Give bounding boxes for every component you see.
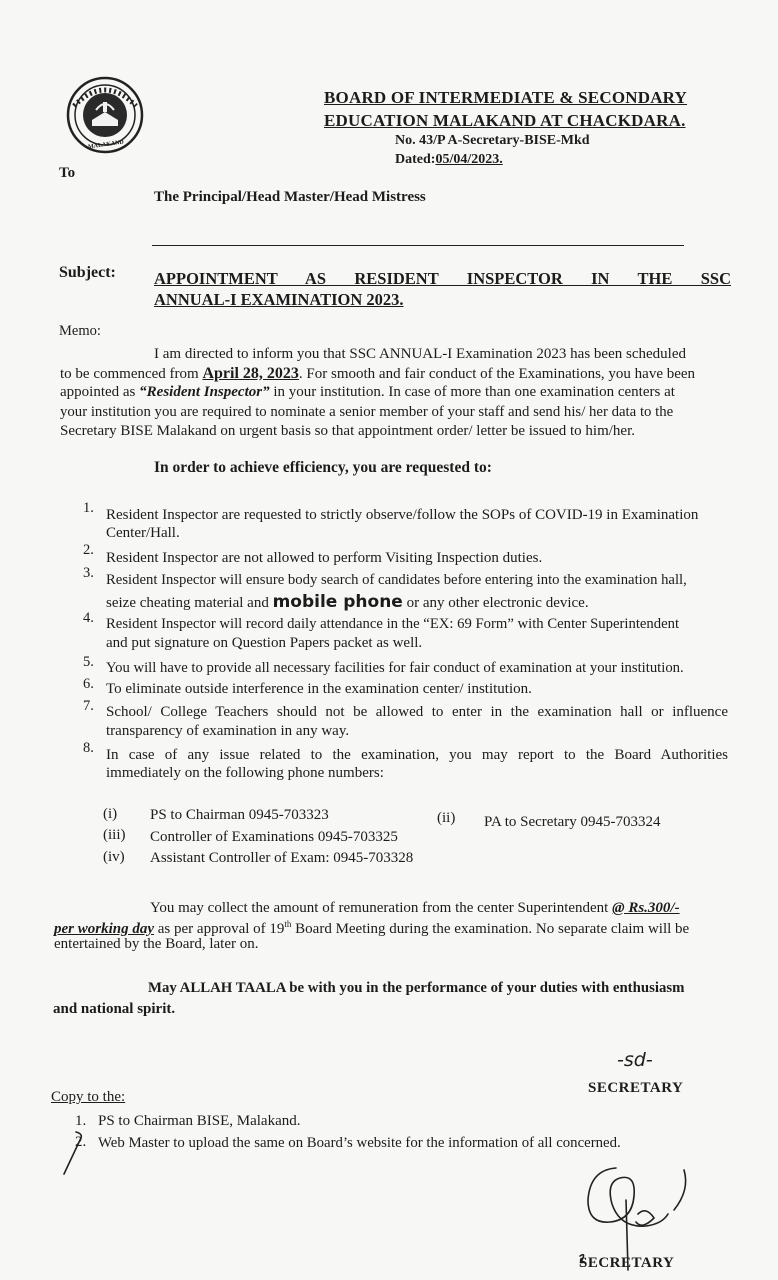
list-item-number: 5. [83,654,94,670]
list-item-number: 8. [83,740,94,756]
list-item-number: 3. [83,565,94,581]
list-item: School/ College Teachers should not be allowed to enter in the examination hall or influence [106,704,728,720]
list-item-number: 1. [83,500,94,516]
list-item-cont: Center/Hall. [106,525,180,541]
phone-item: Assistant Controller of Exam: 0945-703328 [150,850,414,866]
closing-line-1: May ALLAH TAALA be with you in the performance of your duties with enthusiasm [148,980,685,996]
copy-item-number: 2. [75,1134,87,1150]
subject-label: Subject: [59,264,116,281]
list-item-number: 2. [83,542,94,558]
remuneration-line-2: per working day as per approval of 19th Board Meeting during the examination. No separate claim will be [54,919,690,937]
org-name-line1: BOARD OF INTERMEDIATE & SECONDARY [324,88,688,107]
copy-item-number: 1. [75,1113,87,1129]
phone-item: PA to Secretary 0945-703324 [484,814,661,830]
copy-item: Web Master to upload the same on Board’s website for the information of all concerned. [98,1135,621,1151]
memo-label: Memo: [59,323,101,339]
list-item-cont: seize cheating material and mobile phone or any other electronic device. [106,592,589,612]
remuneration-line-1: You may collect the amount of remuneration from the center Superintendent @ Rs.300/- [150,900,680,916]
addressee: The Principal/Head Master/Head Mistress [154,189,426,205]
list-item-cont: immediately on the following phone numbers: [106,765,384,781]
org-name-line2: EDUCATION MALAKAND AT CHACKDARA. [324,111,686,130]
logo-caption: MALAKAND [87,139,125,151]
body-line-1: I am directed to inform you that SSC ANNUAL-I Examination 2023 has been scheduled [154,346,686,362]
closing-line-2: and national spirit. [53,1001,176,1017]
phone-item-number: (ii) [437,810,456,826]
list-item-number: 7. [83,698,94,714]
list-item-cont: and put signature on Question Papers packet as well. [106,635,423,651]
signatory-title: SECRETARY [588,1080,684,1096]
sd-signature: -sd- [617,1049,653,1071]
signatory-title-2: SECRETARY [579,1255,675,1271]
list-item: Resident Inspector will record daily attendance in the “EX: 69 Form” with Center Superintendent [106,616,680,632]
phone-item-number: (iv) [103,849,125,865]
list-item: You will have to provide all necessary facilities for fair conduct of examination at your institution. [106,660,684,676]
body-line-5: Secretary BISE Malakand on urgent basis so that appointment order/ letter be issued to him/her. [60,423,636,439]
body-line-2: to be commenced from April 28, 2023. For smooth and fair conduct of the Examinations, you have been [60,365,696,382]
address-underline [152,245,684,246]
handwritten-tick-mark [58,1128,88,1178]
list-item-cont: transparency of examination in any way. [106,723,350,739]
phone-item: Controller of Examinations 0945-703325 [150,829,398,845]
list-item: In case of any issue related to the examination, you may report to the Board Authorities [106,747,728,763]
letter-date: Dated:05/04/2023. [395,152,503,167]
body-line-4: your institution you are required to nominate a senior member of your staff and send his/ her data to the [60,404,674,420]
commencement-date: April 28, 2023 [202,365,299,382]
emphasis-mobile-phone: mobile phone [272,592,403,612]
list-item: Resident Inspector are requested to strictly observe/follow the SOPs of COVID-19 in Examination [106,507,699,523]
remuneration-line-3: entertained by the Board, later on. [54,936,259,952]
subject-line2: ANNUAL-I EXAMINATION 2023. [154,290,404,309]
list-item-number: 6. [83,676,94,692]
body-line-3: appointed as “Resident Inspector” in your institution. In case of more than one examination centers at [60,384,675,400]
phone-item: PS to Chairman 0945-703323 [150,807,329,823]
copy-item: PS to Chairman BISE, Malakand. [98,1113,301,1129]
to-label: To [59,165,76,181]
list-item: Resident Inspector are not allowed to perform Visiting Inspection duties. [106,550,543,566]
role-name: “Resident Inspector” [139,384,270,400]
phone-item-number: (iii) [103,827,126,843]
remuneration-amount: @ Rs.300/- [612,900,680,916]
copy-to-label: Copy to the: [51,1089,126,1105]
list-item: Resident Inspector will ensure body search of candidates before entering into the examination hall, [106,572,687,588]
list-item-number: 4. [83,610,94,626]
subject-line1: APPOINTMENT AS RESIDENT INSPECTOR IN THE SSC [154,269,731,288]
phone-item-number: (i) [103,806,118,822]
list-item: To eliminate outside interference in the examination center/ institution. [106,681,532,697]
request-heading: In order to achieve efficiency, you are requested to: [154,459,492,476]
reference-number: No. 43/P A-Secretary-BISE-Mkd [395,133,590,148]
